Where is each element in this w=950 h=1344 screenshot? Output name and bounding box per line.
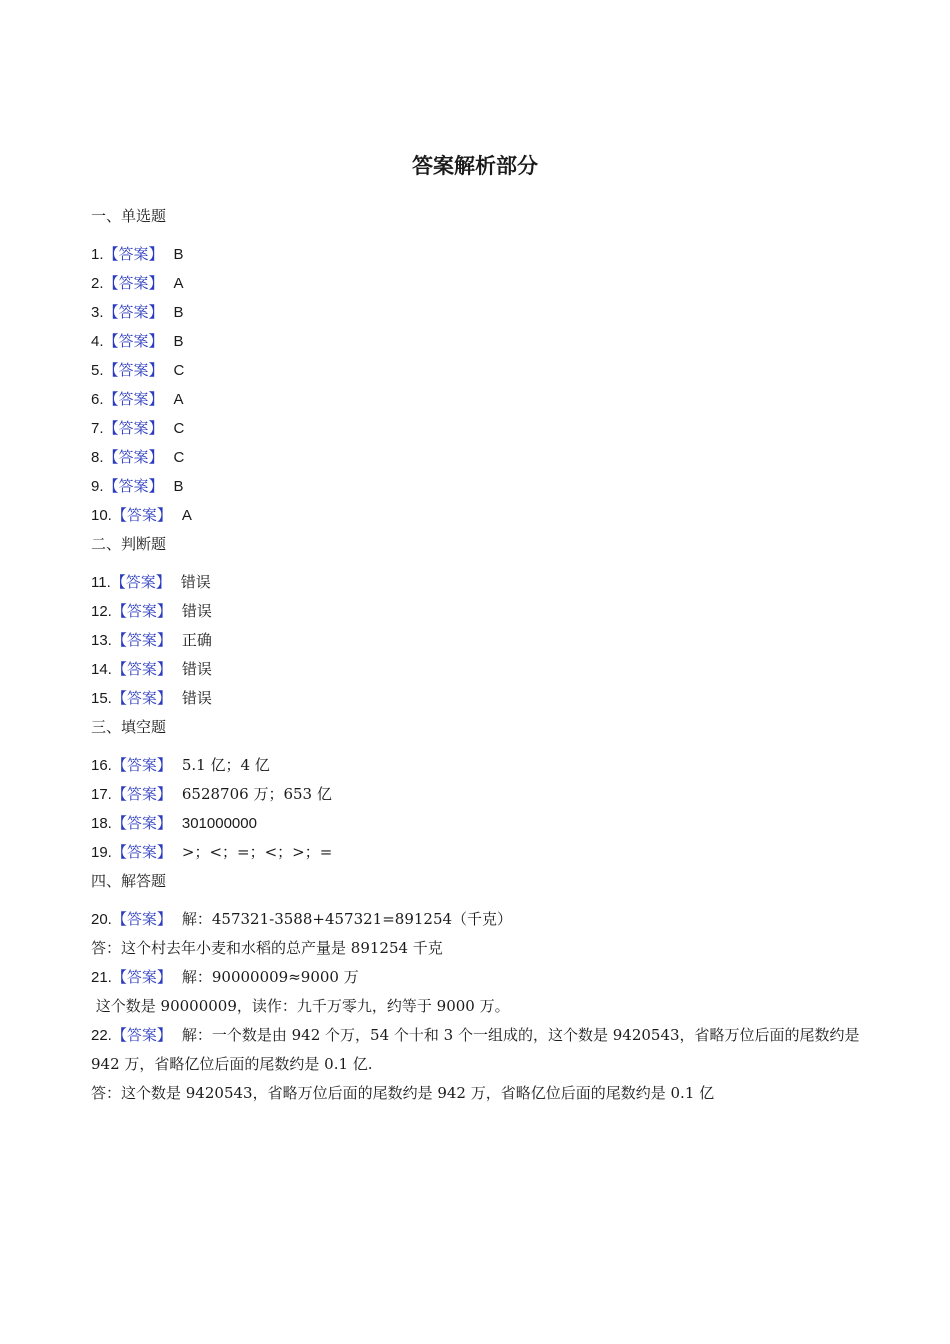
page-title: 答案解析部分 — [412, 154, 538, 178]
question-number: 20. — [91, 911, 112, 928]
question-number: 8. — [91, 449, 104, 466]
answer-value: A — [173, 391, 184, 408]
question-number: 10. — [91, 507, 112, 524]
answer-tag: 【答案】 — [103, 477, 164, 495]
section-heading-fill-blank: 三、填空题 — [91, 718, 167, 736]
answer-item — [91, 684, 861, 713]
answer-item — [91, 905, 861, 934]
answer-tag: 【答案】 — [103, 332, 164, 350]
answer-item — [91, 240, 861, 269]
answer-item — [91, 655, 861, 684]
answer-value: C — [173, 449, 185, 466]
answer-item — [91, 501, 861, 530]
answer-value: B — [173, 478, 184, 495]
question-number: 21. — [91, 969, 112, 986]
answer-tag: 【答案】 — [111, 689, 172, 707]
answer-tag: 【答案】 — [111, 1026, 172, 1044]
question-number: 14. — [91, 661, 112, 678]
answer-item — [91, 443, 861, 472]
answer-value: 正确 — [181, 631, 212, 649]
answer-item — [91, 568, 861, 597]
answer-tag: 【答案】 — [103, 390, 164, 408]
answer-tag: 【答案】 — [111, 910, 172, 928]
answer-item — [91, 414, 861, 443]
answer-value: C — [173, 362, 185, 379]
answer-item — [91, 356, 861, 385]
answer-value: 错误 — [180, 573, 211, 591]
question-number: 9. — [91, 478, 104, 495]
question-number: 2. — [91, 275, 104, 292]
answer-value: >；<；=；<；>；= — [181, 843, 333, 861]
answer-value: C — [173, 420, 185, 437]
answer-item — [91, 597, 861, 626]
answer-tag: 【答案】 — [103, 245, 164, 263]
answer-value: 错误 — [181, 689, 212, 707]
question-number: 15. — [91, 690, 112, 707]
answer-value: 6528706 万；653 亿 — [181, 785, 332, 803]
question-number: 7. — [91, 420, 104, 437]
answer-tag: 【答案】 — [111, 631, 172, 649]
answer-value: 301000000 — [181, 815, 257, 832]
answer-value: B — [173, 304, 184, 321]
answer-item — [91, 385, 861, 414]
answer-value: 5.1 亿；4 亿 — [181, 756, 270, 774]
answer-tag: 【答案】 — [103, 448, 164, 466]
answer-tag: 【答案】 — [111, 843, 172, 861]
answer-explanation: 答：这个村去年小麦和水稻的总产量是 891254 千克 — [91, 939, 443, 957]
answer-tag: 【答案】 — [103, 274, 164, 292]
answer-tag: 【答案】 — [111, 968, 172, 986]
answer-tag: 【答案】 — [103, 303, 164, 321]
question-number: 18. — [91, 815, 112, 832]
question-number: 5. — [91, 362, 104, 379]
answer-value: A — [173, 275, 184, 292]
answer-tag: 【答案】 — [110, 573, 171, 591]
answer-item — [91, 298, 861, 327]
section-heading-single-choice: 一、单选题 — [91, 207, 167, 225]
answer-content — [91, 202, 861, 1108]
answer-value: 错误 — [181, 660, 212, 678]
answer-tag: 【答案】 — [111, 756, 172, 774]
answer-explanation: 答：这个数是 9420543，省略万位后面的尾数约是 942 万，省略亿位后面的尾数约是 0.1 亿 — [91, 1084, 715, 1102]
answer-value: 解：457321-3588+457321=891254（千克） — [181, 910, 513, 928]
question-number: 17. — [91, 786, 112, 803]
answer-item — [91, 809, 861, 838]
section-heading-word-problems: 四、解答题 — [91, 872, 167, 890]
answer-tag: 【答案】 — [103, 419, 164, 437]
question-number: 13. — [91, 632, 112, 649]
answer-tag: 【答案】 — [103, 361, 164, 379]
answer-tag: 【答案】 — [111, 602, 172, 620]
answer-tag: 【答案】 — [111, 814, 172, 832]
answer-value: B — [173, 246, 184, 263]
question-number: 3. — [91, 304, 104, 321]
answer-value: B — [173, 333, 184, 350]
answer-value: A — [181, 507, 192, 524]
answer-item — [91, 472, 861, 501]
answer-item — [91, 1021, 861, 1079]
answer-item — [91, 269, 861, 298]
answer-tag: 【答案】 — [111, 785, 172, 803]
question-number: 22. — [91, 1027, 112, 1044]
answer-item — [91, 751, 861, 780]
question-number: 16. — [91, 757, 112, 774]
question-number: 6. — [91, 391, 104, 408]
answer-value: 错误 — [181, 602, 212, 620]
section-heading-true-false: 二、判断题 — [91, 535, 167, 553]
answer-explanation: 这个数是 90000009，读作：九千万零九，约等于 9000 万。 — [91, 997, 510, 1015]
question-number: 1. — [91, 246, 104, 263]
answer-tag: 【答案】 — [111, 506, 172, 524]
answer-item — [91, 963, 861, 992]
answer-item — [91, 780, 861, 809]
answer-item — [91, 626, 861, 655]
question-number: 12. — [91, 603, 112, 620]
question-number: 11. — [91, 574, 111, 591]
question-number: 4. — [91, 333, 104, 350]
answer-tag: 【答案】 — [111, 660, 172, 678]
answer-value: 解：一个数是由 942 个万，54 个十和 3 个一组成的，这个数是 9420543，省略万位后面的尾数约是 942 万，省略亿位后面的尾数约是 0.1 亿. — [91, 1026, 860, 1073]
answer-value: 解：90000009≈9000 万 — [181, 968, 359, 986]
answer-item — [91, 327, 861, 356]
answer-item — [91, 838, 861, 867]
question-number: 19. — [91, 844, 112, 861]
